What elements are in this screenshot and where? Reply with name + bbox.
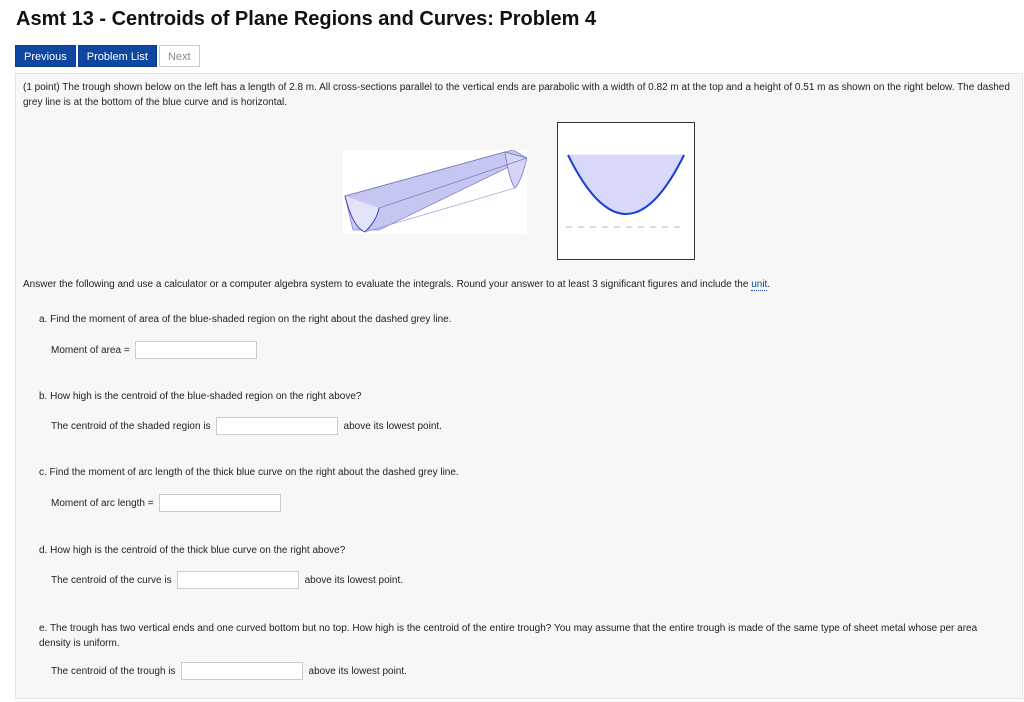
answer-a-label: Moment of area =: [51, 344, 130, 356]
parabola-cross-section-figure: [557, 122, 695, 260]
answer-row-e: [51, 662, 407, 680]
next-button[interactable]: Next: [159, 45, 200, 67]
answer-d-input[interactable]: [177, 571, 299, 589]
answer-d-suffix: above its lowest point.: [304, 574, 404, 586]
previous-button[interactable]: Previous: [15, 45, 76, 67]
unit-help-link[interactable]: unit: [751, 279, 768, 290]
answer-e-suffix: above its lowest point.: [308, 665, 407, 677]
answer-row-c: [51, 494, 287, 512]
answer-b-label: The centroid of the shaded region is: [51, 420, 211, 432]
trough-3d-figure: [343, 150, 527, 234]
problem-intro: (1 point) The trough shown below on the left has a length of 2.8 m. All cross-sections parallel to the vertical ends are parabolic with a width of 0.82 m at the top and a height of 0.51 m as shown on the right below. The dashed grey line is at the bottom of the blue curve and is horizontal.: [23, 82, 1010, 108]
question-e: e. The trough has two vertical ends and one curved bottom but no top. How high is the centroid of the entire trough? You may assume that the entire trough is made of the same type of sheet metal whose per area density is uniform.: [39, 623, 978, 649]
answer-d-label: The centroid of the curve is: [51, 574, 172, 586]
answer-a-input[interactable]: [135, 341, 257, 359]
answer-e-label: The centroid of the trough is: [51, 665, 176, 677]
answer-b-suffix: above its lowest point.: [343, 420, 442, 432]
answer-row-b: [51, 417, 442, 435]
problem-nav: [15, 45, 202, 67]
answer-row-d: [51, 571, 403, 589]
problem-panel: [15, 73, 1023, 699]
answer-c-label: Moment of arc length =: [51, 497, 154, 509]
question-d: d. How high is the centroid of the thick blue curve on the right above?: [39, 545, 346, 556]
question-b: b. How high is the centroid of the blue-shaded region on the right above?: [39, 391, 362, 402]
answer-b-input[interactable]: [216, 417, 338, 435]
answer-e-input[interactable]: [181, 662, 303, 680]
answer-instructions: Answer the following and use a calculator or a computer algebra system to evaluate the integrals. Round your answer to at least 3 significant figures and include the unit.: [23, 279, 771, 290]
question-a: a. Find the moment of area of the blue-shaded region on the right about the dashed grey line.: [39, 314, 452, 325]
problem-list-button[interactable]: Problem List: [78, 45, 157, 67]
answer-c-input[interactable]: [159, 494, 281, 512]
answer-row-a: [51, 341, 263, 359]
question-c: c. Find the moment of arc length of the thick blue curve on the right about the dashed grey line.: [39, 467, 459, 478]
page-title: Asmt 13 - Centroids of Plane Regions and Curves: Problem 4: [16, 8, 597, 30]
